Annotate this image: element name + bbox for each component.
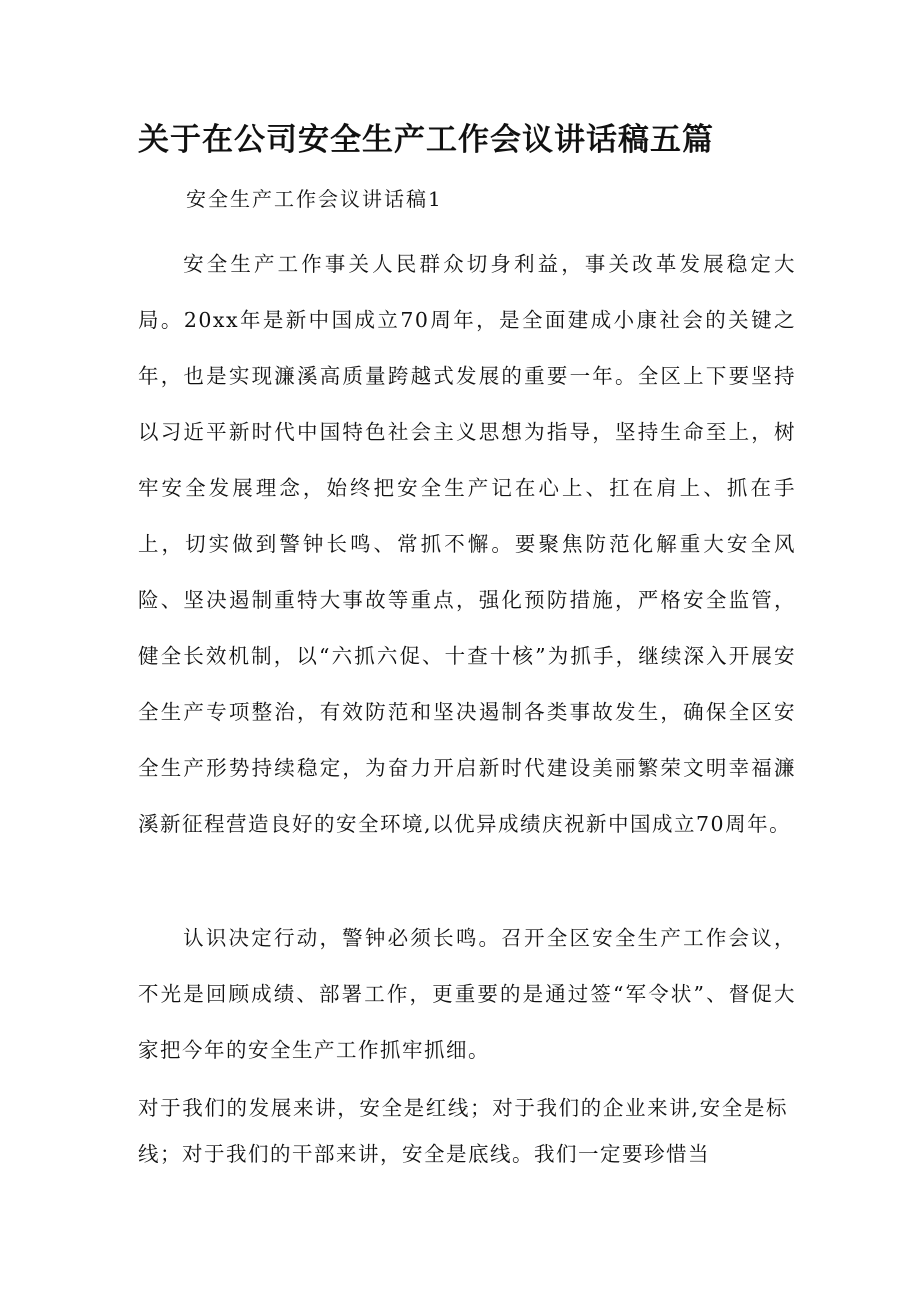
paragraph-2: 认识决定行动，警钟必须长鸣。召开全区安全生产工作会议，不光是回顾成绩、部署工作，更重要的是通过签“军令状”、督促大家把今年的安全生产工作抓牢抓细。 <box>138 926 796 1062</box>
paragraph-3: 对于我们的发展来讲，安全是红线；对于我们的企业来讲,安全是标线；对于我们的干部来讲，安全是底线。我们一定要珍惜当 <box>138 1096 788 1166</box>
paragraph-1: 安全生产工作事关人民群众切身利益，事关改革发展稳定大局。20xx年是新中国成立70周年，是全面建成小康社会的关键之年，也是实现濂溪高质量跨越式发展的重要一年。全区上下要坚持以习近平新时代中国特色社会主义思想为指导，坚持生命至上，树牢安全发展理念，始终把安全生产记在心上、扛在肩上、抓在手上，切实做到警钟长鸣、常抓不懈。要聚焦防范化解重大安全风险、坚决遏制重特大事故等重点，强化预防措施，严格安全监管，健全长效机制，以“六抓六促、十查十核”为抓手，继续深入开展安全生产专项整治，有效防范和坚决遏制各类事故发生，确保全区安全生产形势持续稳定，为奋力开启新时代建设美丽繁荣文明幸福濂溪新征程营造良好的安全环境,以优异成绩庆祝新中国成立70周年。 <box>138 252 796 836</box>
document-title: 关于在公司安全生产工作会议讲话稿五篇 <box>138 122 714 158</box>
section-subtitle: 安全生产工作会议讲话稿1 <box>186 187 443 211</box>
